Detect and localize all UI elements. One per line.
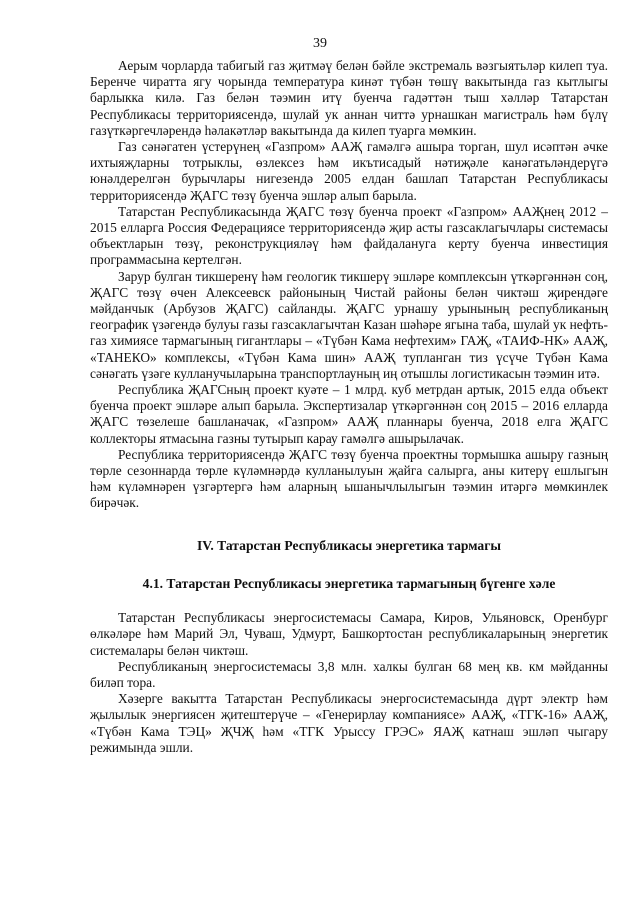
document-body (90, 58, 608, 756)
page-number: 39 (313, 36, 327, 51)
paragraph: Хәзерге вакытта Татарстан Республикасы энергосистемасында дүрт электр һәм җылылык энергиясен җитештерүче – «Генерирлау компаниясе» ААҖ, «ТГК-16» ААҖ, «Түбән Кама ТЭЦ» ҖЧҖ һәм «ТГК Урыссу ГРЭС» ЯАҖ катнаш эшләп чыгару режимында эшли. (90, 691, 608, 755)
paragraph: Татарстан Республикасы энергосистемасы Самара, Киров, Ульяновск, Оренбург өлкәләре һәм Марий Эл, Чуваш, Удмурт, Башкортостан республикаларының энергетик системалары белән чиктәш. (90, 610, 608, 658)
paragraph: Республика территориясендә ҖАГС төзү буенча проектны тормышка ашыру газның төрле сезоннарда төрле күләмнәрдә кулланылуын җайга салырга, аны китерү ешлыгын һәм күләмнәрен үзгәртергә һәм аларның ышанычлылыгын тәэмин итәргә мөмкинлек бирәчәк. (90, 446, 608, 511)
spacer (90, 592, 608, 610)
paragraph: Татарстан Республикасында ҖАГС төзү буенча проект «Газпром» ААҖнең 2012 – 2015 елларга Россия Федерациясе территориясендә җир асты газсаклагычлары системасы объектларын төзү, реконструкцияләү һәм файдалануга керту буенча инвестиция программасына кертелгән. (90, 203, 608, 268)
subsection-heading: 4.1. Татарстан Республикасы энергетика тармагының бүгенге хәле (142, 575, 556, 591)
section-heading: IV. Татарстан Республикасы энергетика тармагы (196, 537, 502, 553)
paragraph: Зарур булган тикшеренү һәм геологик тикшерү эшләре комплексын үткәргәннән соң, ҖАГС төзү өчен Алексеевск районының Чистай районы белән чиктәш җирендәге мәйданчык (Арбузов ҖАГС) сайланды. ҖАГС урнашу урынының республиканың географик үзәгендә булуы газы газсаклагычтан Казан шәһәре ягына таба, шулай ук нефть-газ химиясе тармагының гигантлары – «Түбән Кама нефтехим» ГАҖ, «ТАИФ-НК» ААҖ, «ТАНЕКО» комплексы, «Түбән Кама шин» ААҖ тупланган тиз үсүче Түбән Кама сәнәгать үзәге кулланучыларына транспортлауның иң отышлы логистикасын тәэмин итә. (90, 268, 608, 381)
paragraph: Республиканың энергосистемасы 3,8 млн. халкы булган 68 мең кв. км мәйданны биләп тора. (90, 658, 608, 690)
paragraph: Аерым чорларда табигый газ җитмәү белән бәйле экстремаль вәзгыятьләр килеп туа. Беренче чиратта ягу чорында температура кинәт түбән төшү вакытында газ кытлыгы барлыкка килә. Газ белән тәэмин итү буенча гадәттән тыш хәлләр Татарстан Республикасы территориясендә, шулай ук аннан читтә урнашкан магистраль һәм бүлү газүткәргечләрендә һәлакәтләр вакытында да килеп туарга мөмкин. (90, 58, 608, 138)
paragraph: Газ сәнәгатен үстерүнең «Газпром» ААҖ гамәлгә ашыра торган, шул исәптән әчке ихтыяҗларны тотрыклы, өзлексез һәм икътисадый нәтиҗәле канәгатьләндерүгә юнәлдерелгән бурычлары нигезендә 2005 елдан башлап Татарстан Республикасы территориясендә ҖАГС төзү буенча эшләр алып барыла. (90, 139, 608, 203)
paragraph: Республика ҖАГСның проект куәте – 1 млрд. куб метрдан артык, 2015 елда объект буенча проект эшләре алып барыла. Экспертизалар үткәргәннән соң 2015 – 2016 елларда ҖАГС төзелеше башланачак, «Газпром» ААҖ планнары буенча, 2018 елга ҖАГС коллекторы ятмасына газны тутырып карау гамәлгә ашырылачак. (90, 382, 608, 446)
